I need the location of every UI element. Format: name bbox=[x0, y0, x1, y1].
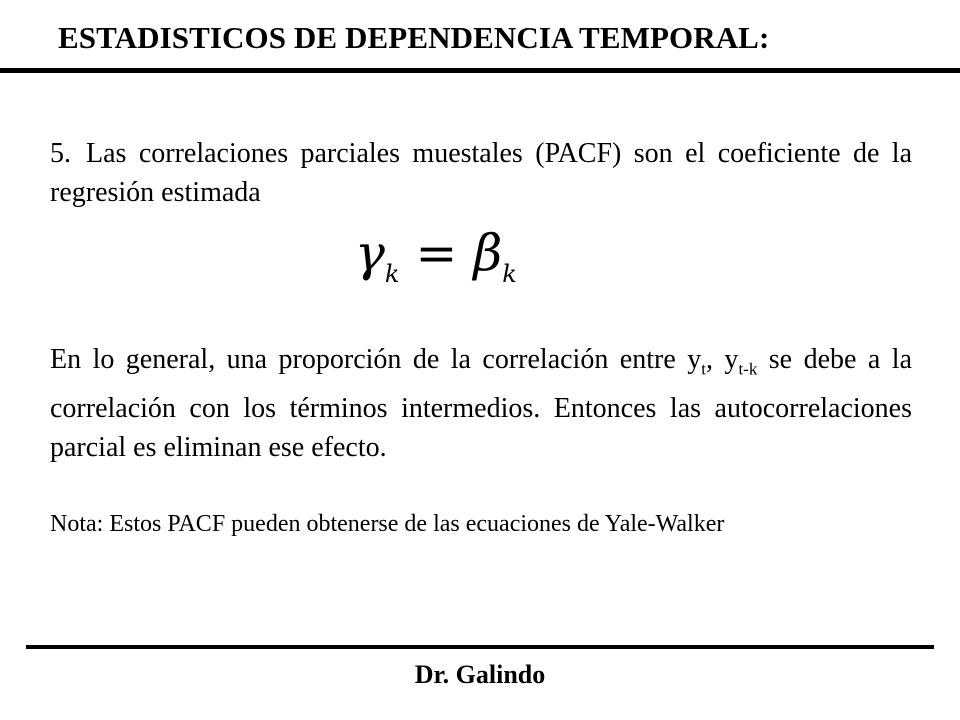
item-text: Las correlaciones parciales muestales (PACF) son el coeficiente de la regresión estimada bbox=[50, 138, 912, 208]
note-text: Nota: Estos PACF pueden obtenerse de las ecuaciones de Yale-Walker bbox=[50, 510, 725, 537]
beta-symbol: β bbox=[473, 224, 503, 282]
footer-author: Dr. Galindo bbox=[414, 660, 546, 689]
top-divider bbox=[0, 68, 960, 73]
paragraph-part2: se debe a la correlación con los términos intermedios. Entonces las autocorrelaciones parcial es eliminan ese efecto. bbox=[50, 344, 912, 463]
paragraph-part1: En lo general, una proporción de la correlación entre y bbox=[50, 344, 702, 375]
beta-subscript: k bbox=[502, 260, 517, 288]
slide-content bbox=[50, 134, 912, 542]
item-five bbox=[50, 134, 912, 212]
item-number: 5. bbox=[50, 138, 71, 169]
pacf-formula bbox=[50, 212, 912, 340]
paragraph-sep: , y bbox=[705, 344, 739, 375]
bottom-divider bbox=[26, 645, 934, 649]
slide-title: ESTADISTICOS DE DEPENDENCIA TEMPORAL: bbox=[58, 20, 770, 55]
general-paragraph bbox=[50, 340, 912, 467]
equals-sign: = bbox=[415, 224, 458, 282]
gamma-symbol: γ bbox=[355, 224, 385, 282]
gamma-subscript: k bbox=[384, 260, 400, 288]
subscript-t: t bbox=[701, 359, 706, 379]
subscript-t-k: t-k bbox=[738, 359, 758, 379]
